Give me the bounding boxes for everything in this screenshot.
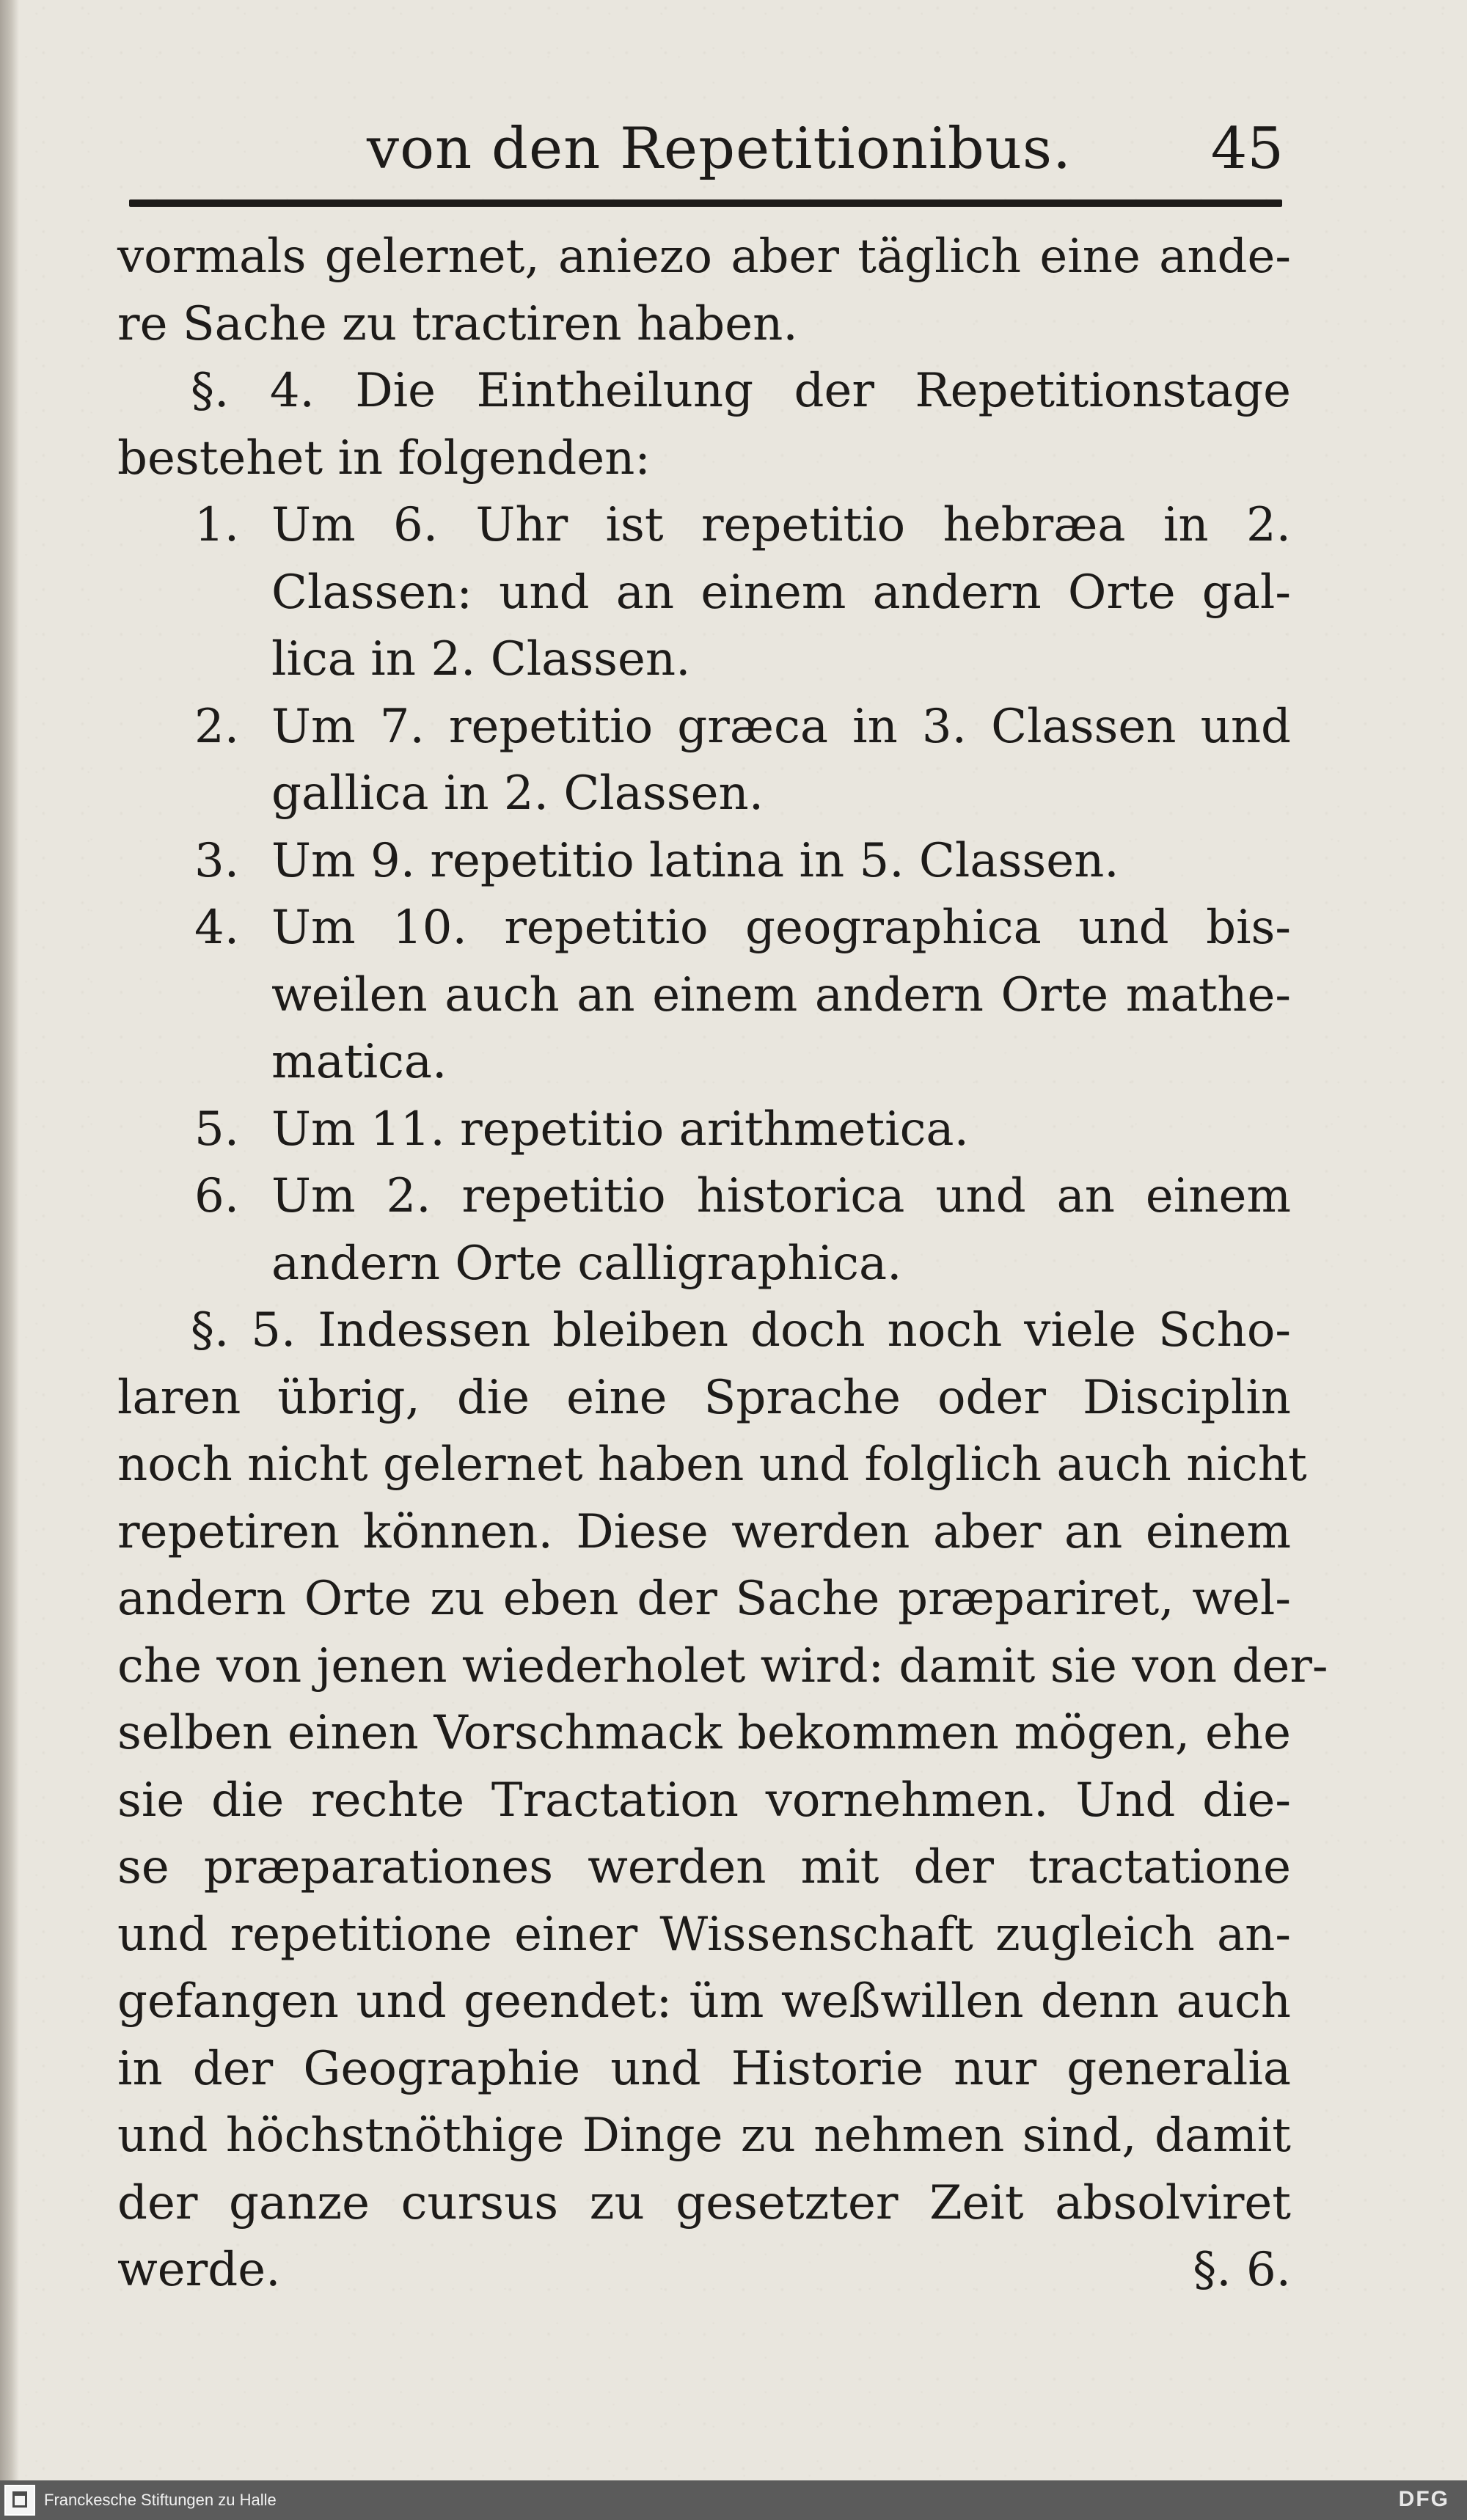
list-item (117, 694, 1291, 761)
page-text (117, 224, 1328, 2304)
running-title: von den Repetitionibus. (367, 116, 1072, 182)
item-text: Um 10. repetitio geographica und bis- (271, 901, 1291, 955)
text-line: noch nicht gelernet haben und folglich auch nicht (117, 1437, 1307, 1492)
item-text: Um 7. repetitio græca in 3. Classen und (271, 699, 1291, 754)
text-line: und repetitione einer Wissenschaft zugleich an- (117, 1907, 1291, 1962)
list-item (117, 492, 1291, 560)
item-text: Um 11. repetitio arithmetica. (271, 1102, 969, 1157)
text-line: laren übrig, die eine Sprache oder Disciplin (117, 1370, 1291, 1425)
item-number: 2. (194, 699, 240, 754)
text-line: in der Geographie und Historie nur generalia (117, 2041, 1291, 2096)
list-item (117, 828, 1291, 895)
institution-name: Franckesche Stiftungen zu Halle (44, 2491, 277, 2509)
text-line: che von jenen wiederholet wird: damit sie von der- (117, 1638, 1328, 1693)
text-line: andern Orte zu eben der Sache præpariret, wel- (117, 1572, 1291, 1626)
dfg-logo: DFG (1398, 2487, 1449, 2511)
page-number: 45 (1210, 116, 1284, 182)
text-line-end: werde. (117, 2243, 281, 2297)
item-text: Um 2. repetitio historica und an einem (271, 1169, 1291, 1223)
text-line: re Sache zu tractiren haben. (117, 296, 798, 351)
text-line: repetiren können. Diese werden aber an einem (117, 1504, 1291, 1559)
page-header (132, 110, 1284, 191)
text-line: vormals gelernet, aniezo aber täglich eine ande- (117, 230, 1291, 284)
section-heading-line: §. 5. Indessen bleiben doch noch viele Scho- (191, 1303, 1291, 1358)
item-number: 5. (194, 1102, 240, 1157)
text-line: selben einen Vorschmack bekommen mögen, ehe (117, 1706, 1291, 1760)
list-item-continuation: matica. (271, 1035, 447, 1089)
list-item-continuation: weilen auch an einem andern Orte mathe- (271, 967, 1291, 1022)
list-item (117, 1163, 1291, 1231)
item-number: 6. (194, 1169, 240, 1223)
last-line (117, 2237, 1291, 2304)
list-item-continuation: andern Orte calligraphica. (271, 1236, 902, 1291)
item-text: Um 9. repetitio latina in 5. Classen. (271, 833, 1119, 888)
list-item-continuation: Classen: und an einem andern Orte gal- (271, 565, 1291, 620)
catchword: §. 6. (1193, 2243, 1291, 2297)
library-logo-icon (4, 2485, 35, 2516)
book-spine-shadow (0, 0, 19, 2480)
header-rule (129, 199, 1282, 207)
viewer-footer (0, 2480, 1467, 2520)
text-line: gefangen und geendet: üm weßwillen denn auch (117, 1974, 1291, 2029)
text-line: bestehet in folgenden: (117, 431, 651, 486)
item-text: Um 6. Uhr ist repetitio hebræa in 2. (271, 498, 1291, 552)
list-item-continuation: lica in 2. Classen. (271, 632, 691, 686)
text-line: se præparationes werden mit der tractatione (117, 1840, 1291, 1894)
text-line: der ganze cursus zu gesetzter Zeit absolviret (117, 2175, 1291, 2230)
list-item (117, 895, 1291, 962)
list-item (117, 1096, 1291, 1164)
text-line: sie die rechte Tractation vornehmen. Und die- (117, 1773, 1291, 1828)
list-item-continuation: gallica in 2. Classen. (271, 766, 764, 821)
item-number: 3. (194, 833, 240, 888)
item-number: 1. (194, 498, 240, 552)
section-heading-line: §. 4. Die Eintheilung der Repetitionstage (191, 364, 1291, 418)
text-line: und höchstnöthige Dinge zu nehmen sind, damit (117, 2109, 1291, 2163)
item-number: 4. (194, 901, 240, 955)
